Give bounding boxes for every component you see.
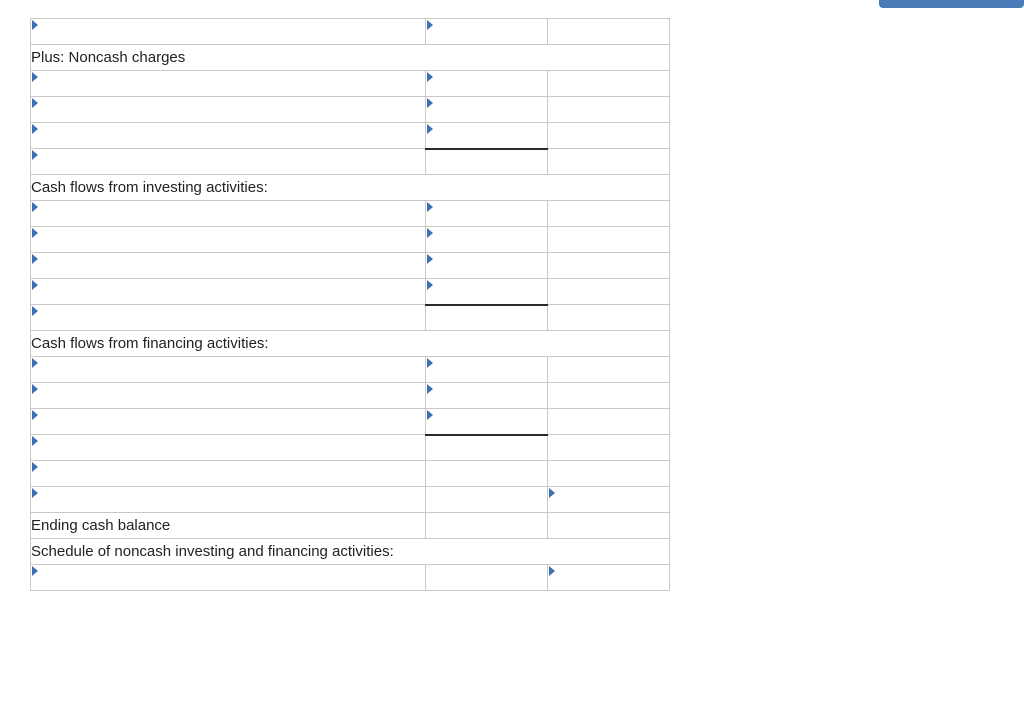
dropdown-arrow-icon[interactable] <box>427 20 433 30</box>
dropdown-arrow-icon[interactable] <box>32 306 38 316</box>
dropdown-arrow-icon[interactable] <box>549 488 555 498</box>
amount-input-cell[interactable] <box>426 71 548 97</box>
table-row <box>31 227 670 253</box>
account-select-cell[interactable] <box>31 149 426 175</box>
account-select-cell[interactable] <box>31 97 426 123</box>
table-row <box>31 71 670 97</box>
account-select-cell[interactable] <box>31 201 426 227</box>
subtotal-cell <box>426 435 548 461</box>
dropdown-arrow-icon[interactable] <box>32 436 38 446</box>
account-select-cell[interactable] <box>31 409 426 435</box>
amount-input-cell[interactable] <box>426 123 548 149</box>
total-cell <box>548 149 670 175</box>
amount-input[interactable] <box>548 565 669 590</box>
table-row <box>31 357 670 383</box>
table-row <box>31 539 670 565</box>
total-cell <box>548 253 670 279</box>
amount-input[interactable] <box>426 97 547 122</box>
amount-input-cell[interactable] <box>426 227 548 253</box>
table-row <box>31 461 670 487</box>
account-input[interactable] <box>31 435 425 460</box>
amount-input[interactable] <box>426 227 547 252</box>
dropdown-arrow-icon[interactable] <box>32 20 38 30</box>
dropdown-arrow-icon[interactable] <box>32 462 38 472</box>
amount-input[interactable] <box>426 409 547 434</box>
account-select-cell[interactable] <box>31 383 426 409</box>
account-select-cell[interactable] <box>31 71 426 97</box>
account-input[interactable] <box>31 279 425 304</box>
amount-input[interactable] <box>426 383 547 408</box>
dropdown-arrow-icon[interactable] <box>32 566 38 576</box>
account-input[interactable] <box>31 409 425 434</box>
account-input[interactable] <box>31 201 425 226</box>
table-row <box>31 149 670 175</box>
table-row <box>31 513 670 539</box>
dropdown-arrow-icon[interactable] <box>427 254 433 264</box>
account-select-cell[interactable] <box>31 253 426 279</box>
account-select-cell[interactable] <box>31 279 426 305</box>
total-cell <box>548 71 670 97</box>
account-select-cell[interactable] <box>31 461 426 487</box>
amount-input[interactable] <box>548 487 669 512</box>
account-input[interactable] <box>31 383 425 408</box>
dropdown-arrow-icon[interactable] <box>32 150 38 160</box>
account-select-cell[interactable] <box>31 435 426 461</box>
cash-flow-worksheet-table <box>30 18 670 591</box>
dropdown-arrow-icon[interactable] <box>549 566 555 576</box>
subtotal-cell <box>426 149 548 175</box>
subtotal-cell <box>426 305 548 331</box>
table-row <box>31 487 670 513</box>
amount-input-cell[interactable] <box>426 279 548 305</box>
account-input[interactable] <box>31 565 425 590</box>
amount-input-cell[interactable] <box>426 253 548 279</box>
dropdown-arrow-icon[interactable] <box>427 410 433 420</box>
total-cell <box>548 97 670 123</box>
amount-input[interactable] <box>426 123 547 148</box>
table-row <box>31 201 670 227</box>
schedule-noncash-header: Schedule of noncash investing and financing activities: <box>31 539 670 565</box>
account-input[interactable] <box>31 123 425 148</box>
table-row <box>31 97 670 123</box>
account-select-cell[interactable] <box>31 305 426 331</box>
table-row <box>31 279 670 305</box>
amount-input-cell[interactable] <box>426 409 548 435</box>
table-row <box>31 565 670 591</box>
dropdown-arrow-icon[interactable] <box>427 280 433 290</box>
ending-cash-balance-label: Ending cash balance <box>31 513 426 539</box>
amount-input[interactable] <box>426 71 547 96</box>
subtotal-cell <box>426 487 548 513</box>
dropdown-arrow-icon[interactable] <box>32 384 38 394</box>
subtotal-cell <box>426 461 548 487</box>
dropdown-arrow-icon[interactable] <box>427 202 433 212</box>
dropdown-arrow-icon[interactable] <box>32 124 38 134</box>
account-select-cell[interactable] <box>31 19 426 45</box>
dropdown-arrow-icon[interactable] <box>427 72 433 82</box>
dropdown-arrow-icon[interactable] <box>32 280 38 290</box>
table-row <box>31 435 670 461</box>
dropdown-arrow-icon[interactable] <box>32 72 38 82</box>
table-row <box>31 123 670 149</box>
table-row <box>31 19 670 45</box>
amount-input-cell[interactable] <box>426 383 548 409</box>
account-select-cell[interactable] <box>31 357 426 383</box>
account-select-cell[interactable] <box>31 227 426 253</box>
table-row <box>31 383 670 409</box>
amount-input-cell[interactable] <box>426 357 548 383</box>
account-input[interactable] <box>31 461 425 486</box>
financing-activities-header: Cash flows from financing activities: <box>31 331 670 357</box>
amount-input-cell[interactable] <box>548 487 670 513</box>
dropdown-arrow-icon[interactable] <box>32 488 38 498</box>
account-input[interactable] <box>31 71 425 96</box>
top-tab-indicator[interactable] <box>879 0 1024 8</box>
account-select-cell[interactable] <box>31 565 426 591</box>
amount-input-cell[interactable] <box>426 97 548 123</box>
dropdown-arrow-icon[interactable] <box>32 202 38 212</box>
total-cell <box>548 123 670 149</box>
amount-input-cell[interactable] <box>426 19 548 45</box>
dropdown-arrow-icon[interactable] <box>32 228 38 238</box>
account-select-cell[interactable] <box>31 123 426 149</box>
amount-input[interactable] <box>426 279 547 304</box>
table-row <box>31 253 670 279</box>
dropdown-arrow-icon[interactable] <box>427 98 433 108</box>
total-cell <box>548 305 670 331</box>
dropdown-arrow-icon[interactable] <box>427 358 433 368</box>
table-row <box>31 305 670 331</box>
total-cell <box>548 227 670 253</box>
table-row <box>31 331 670 357</box>
table-row <box>31 45 670 71</box>
account-input[interactable] <box>31 227 425 252</box>
table-row <box>31 175 670 201</box>
dropdown-arrow-icon[interactable] <box>32 98 38 108</box>
total-cell <box>548 279 670 305</box>
total-cell <box>548 19 670 45</box>
total-cell <box>548 461 670 487</box>
amount-input-cell[interactable] <box>548 565 670 591</box>
account-input[interactable] <box>31 149 425 174</box>
total-cell <box>548 435 670 461</box>
dropdown-arrow-icon[interactable] <box>427 124 433 134</box>
amount-input[interactable] <box>426 19 547 44</box>
plus-noncash-charges-label: Plus: Noncash charges <box>31 45 670 71</box>
dropdown-arrow-icon[interactable] <box>427 228 433 238</box>
total-cell <box>548 409 670 435</box>
total-cell <box>548 201 670 227</box>
ending-cash-total-cell <box>548 513 670 539</box>
account-input[interactable] <box>31 357 425 382</box>
account-input[interactable] <box>31 97 425 122</box>
account-input[interactable] <box>31 305 425 330</box>
subtotal-cell <box>426 513 548 539</box>
subtotal-cell <box>426 565 548 591</box>
dropdown-arrow-icon[interactable] <box>32 254 38 264</box>
account-input[interactable] <box>31 487 425 512</box>
dropdown-arrow-icon[interactable] <box>32 410 38 420</box>
investing-activities-header: Cash flows from investing activities: <box>31 175 670 201</box>
account-select-cell[interactable] <box>31 487 426 513</box>
table-row <box>31 409 670 435</box>
amount-input[interactable] <box>426 253 547 278</box>
total-cell <box>548 357 670 383</box>
amount-input-cell[interactable] <box>426 201 548 227</box>
dropdown-arrow-icon[interactable] <box>32 358 38 368</box>
amount-input[interactable] <box>426 357 547 382</box>
account-input[interactable] <box>31 19 425 44</box>
total-cell <box>548 383 670 409</box>
dropdown-arrow-icon[interactable] <box>427 384 433 394</box>
amount-input[interactable] <box>426 201 547 226</box>
account-input[interactable] <box>31 253 425 278</box>
